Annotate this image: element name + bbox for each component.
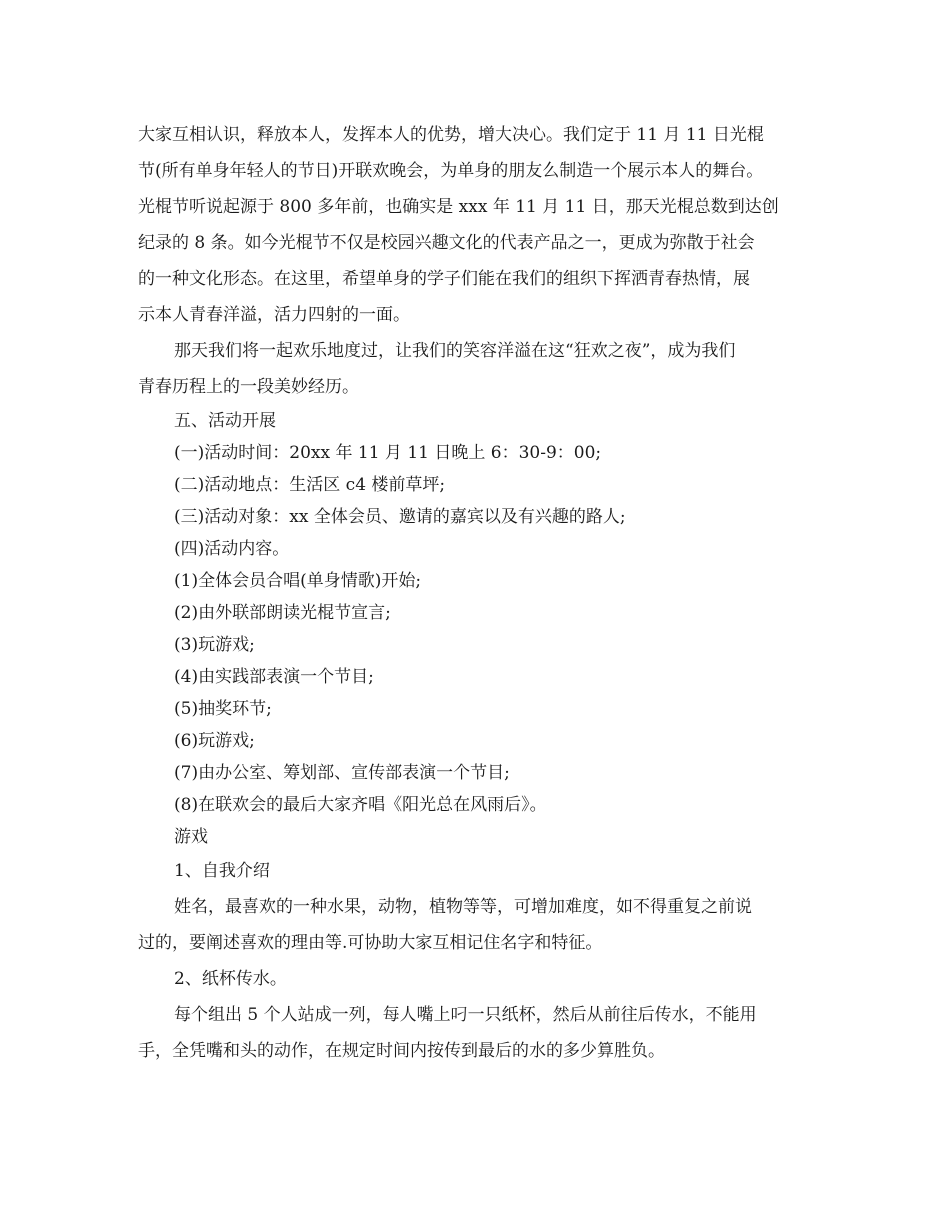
- list-item-program-8: (8)在联欢会的最后大家齐唱《阳光总在风雨后》。: [174, 795, 547, 815]
- list-item-location: (二)活动地点：生活区 c4 楼前草坪;: [174, 475, 446, 495]
- paragraph-celebration-line-2: 青春历程上的一段美妙经历。: [138, 377, 359, 397]
- list-item-content: (四)活动内容。: [174, 539, 290, 559]
- list-item-program-6: (6)玩游戏;: [174, 731, 255, 751]
- list-item-program-7: (7)由办公室、筹划部、宣传部表演一个节目;: [174, 763, 510, 783]
- paragraph-paper-cup-line-1: 每个组出 5 个人站成一列，每人嘴上叼一只纸杯，然后从前往后传水，不能用: [174, 1005, 757, 1025]
- paragraph-paper-cup-line-2: 手，全凭嘴和头的动作，在规定时间内按传到最后的水的多少算胜负。: [138, 1041, 665, 1061]
- list-item-program-4: (4)由实践部表演一个节目;: [174, 667, 374, 687]
- paragraph-self-intro-line-1: 姓名，最喜欢的一种水果，动物，植物等等，可增加难度，如不得重复之前说: [174, 897, 752, 917]
- section-heading-games: 游戏: [174, 827, 208, 847]
- paragraph-intro-line-3: 光棍节听说起源于 800 多年前，也确实是 xxx 年 11 月 11 日，那天光棍总数到达创: [138, 197, 779, 217]
- paragraph-intro-line-5: 的一种文化形态。在这里，希望单身的学子们能在我们的组织下挥洒青春热情，展: [138, 269, 750, 289]
- paragraph-intro-line-2: 节(所有单身年轻人的节日)开联欢晚会，为单身的朋友么制造一个展示本人的舞台。: [138, 161, 764, 181]
- list-item-program-3: (3)玩游戏;: [174, 635, 255, 655]
- paragraph-self-intro-line-2: 过的，要阐述喜欢的理由等.可协助大家互相记住名字和特征。: [138, 933, 603, 953]
- paragraph-intro-line-1: 大家互相认识，释放本人，发挥本人的优势，增大决心。我们定于 11 月 11 日光棍: [138, 125, 764, 145]
- document-body: [138, 117, 818, 1069]
- list-item-program-2: (2)由外联部朗读光棍节宣言;: [174, 603, 391, 623]
- list-item-program-5: (5)抽奖环节;: [174, 699, 272, 719]
- list-item-time: (一)活动时间：20xx 年 11 月 11 日晚上 6：30-9：00;: [174, 443, 602, 463]
- list-item-program-1: (1)全体会员合唱(单身情歌)开始;: [174, 571, 422, 591]
- list-item-audience: (三)活动对象：xx 全体会员、邀请的嘉宾以及有兴趣的路人;: [174, 507, 626, 527]
- paragraph-celebration-line-1: 那天我们将一起欢乐地度过，让我们的笑容洋溢在这“狂欢之夜”，成为我们: [174, 341, 736, 361]
- game-heading-self-intro: 1、自我介绍: [174, 861, 270, 881]
- paragraph-intro-line-6: 示本人青春洋溢，活力四射的一面。: [138, 305, 410, 325]
- game-heading-paper-cup: 2、纸杯传水。: [174, 969, 287, 989]
- section-heading-activity: 五、活动开展: [174, 411, 276, 431]
- paragraph-intro-line-4: 纪录的 8 条。如今光棍节不仅是校园兴趣文化的代表产品之一，更成为弥散于社会: [138, 233, 755, 253]
